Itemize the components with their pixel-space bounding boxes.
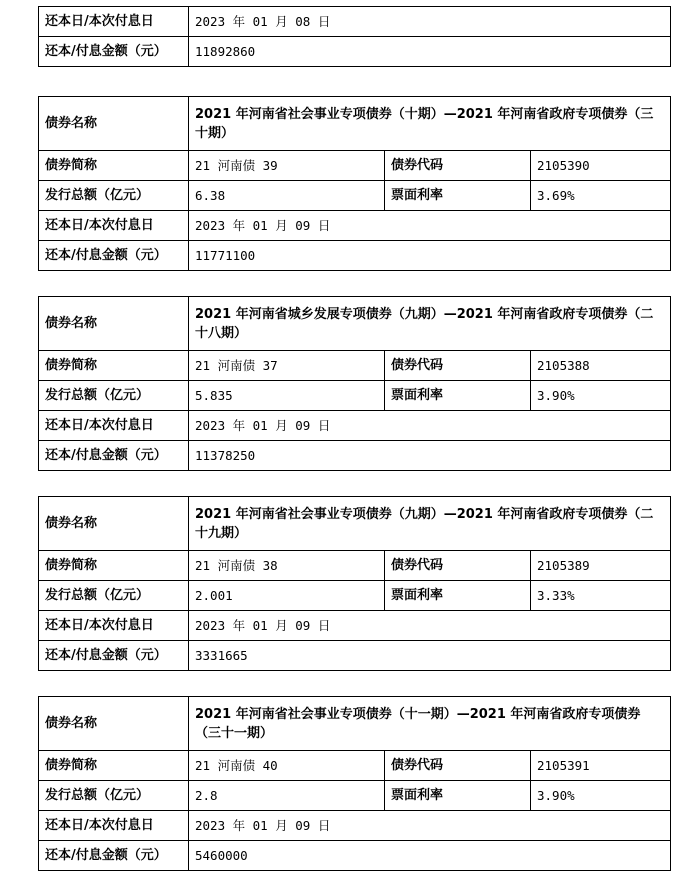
issue-total-label: 发行总额（亿元） [39,581,189,611]
bond-code-value: 2105389 [531,551,671,581]
payment-date-value: 2023 年 01 月 08 日 [189,7,671,37]
coupon-rate-label: 票面利率 [385,581,531,611]
payment-date-label: 还本日/本次付息日 [39,7,189,37]
coupon-rate-label: 票面利率 [385,381,531,411]
short-name-label: 债券简称 [39,151,189,181]
bond-name-label: 债券名称 [39,297,189,351]
payment-date-row [39,611,671,641]
bond-code-label: 债券代码 [385,551,531,581]
bond-name-row [39,497,671,551]
coupon-rate-value: 3.69% [531,181,671,211]
short-name-label: 债券简称 [39,551,189,581]
coupon-rate-value: 3.90% [531,381,671,411]
coupon-rate-label: 票面利率 [385,781,531,811]
payment-date-label: 还本日/本次付息日 [39,211,189,241]
short-name-value: 21 河南债 39 [189,151,385,181]
payment-date-row [39,211,671,241]
bond-table-partial [38,6,671,67]
payment-amount-label: 还本/付息金额（元） [39,441,189,471]
payment-date-row [39,7,671,37]
bond-code-label: 债券代码 [385,151,531,181]
payment-date-row [39,811,671,841]
bond-code-value: 2105388 [531,351,671,381]
short-name-label: 债券简称 [39,751,189,781]
bond-code-value: 2105391 [531,751,671,781]
bond-table [38,96,671,271]
payment-amount-label: 还本/付息金额（元） [39,241,189,271]
short-name-row [39,151,671,181]
bond-table [38,496,671,671]
bond-table [38,296,671,471]
short-name-row [39,751,671,781]
payment-amount-label: 还本/付息金额（元） [39,841,189,871]
issue-total-value: 6.38 [189,181,385,211]
bond-name-row [39,97,671,151]
payment-date-value: 2023 年 01 月 09 日 [189,211,671,241]
payment-date-label: 还本日/本次付息日 [39,411,189,441]
short-name-value: 21 河南债 37 [189,351,385,381]
coupon-rate-value: 3.33% [531,581,671,611]
bond-name-value: 2021 年河南省社会事业专项债券（九期）—2021 年河南省政府专项债券（二十九期） [189,497,671,551]
payment-amount-value: 11771100 [189,241,671,271]
payment-amount-value: 5460000 [189,841,671,871]
issue-total-value: 5.835 [189,381,385,411]
payment-amount-row [39,37,671,67]
issue-row [39,181,671,211]
payment-date-row [39,411,671,441]
payment-amount-row [39,641,671,671]
bond-name-value: 2021 年河南省社会事业专项债券（十期）—2021 年河南省政府专项债券（三十期） [189,97,671,151]
issue-total-label: 发行总额（亿元） [39,181,189,211]
bond-name-label: 债券名称 [39,97,189,151]
payment-date-value: 2023 年 01 月 09 日 [189,811,671,841]
short-name-row [39,551,671,581]
payment-amount-label: 还本/付息金额（元） [39,641,189,671]
payment-date-value: 2023 年 01 月 09 日 [189,611,671,641]
short-name-value: 21 河南债 38 [189,551,385,581]
issue-total-label: 发行总额（亿元） [39,381,189,411]
payment-amount-row [39,441,671,471]
bond-name-label: 债券名称 [39,697,189,751]
short-name-label: 债券简称 [39,351,189,381]
payment-date-label: 还本日/本次付息日 [39,811,189,841]
payment-amount-row [39,841,671,871]
issue-row [39,381,671,411]
payment-date-label: 还本日/本次付息日 [39,611,189,641]
issue-row [39,781,671,811]
short-name-value: 21 河南债 40 [189,751,385,781]
payment-amount-label: 还本/付息金额（元） [39,37,189,67]
issue-total-label: 发行总额（亿元） [39,781,189,811]
coupon-rate-label: 票面利率 [385,181,531,211]
bond-table [38,696,671,871]
payment-amount-value: 11892860 [189,37,671,67]
issue-total-value: 2.001 [189,581,385,611]
bond-code-label: 债券代码 [385,751,531,781]
bond-name-value: 2021 年河南省社会事业专项债券（十一期）—2021 年河南省政府专项债券（三十一期） [189,697,671,751]
bond-name-row [39,697,671,751]
payment-amount-value: 11378250 [189,441,671,471]
payment-amount-row [39,241,671,271]
payment-amount-value: 3331665 [189,641,671,671]
bond-name-value: 2021 年河南省城乡发展专项债券（九期）—2021 年河南省政府专项债券（二十八期） [189,297,671,351]
payment-date-value: 2023 年 01 月 09 日 [189,411,671,441]
bond-code-label: 债券代码 [385,351,531,381]
short-name-row [39,351,671,381]
bond-name-row [39,297,671,351]
bond-name-label: 债券名称 [39,497,189,551]
coupon-rate-value: 3.90% [531,781,671,811]
issue-total-value: 2.8 [189,781,385,811]
bond-code-value: 2105390 [531,151,671,181]
issue-row [39,581,671,611]
